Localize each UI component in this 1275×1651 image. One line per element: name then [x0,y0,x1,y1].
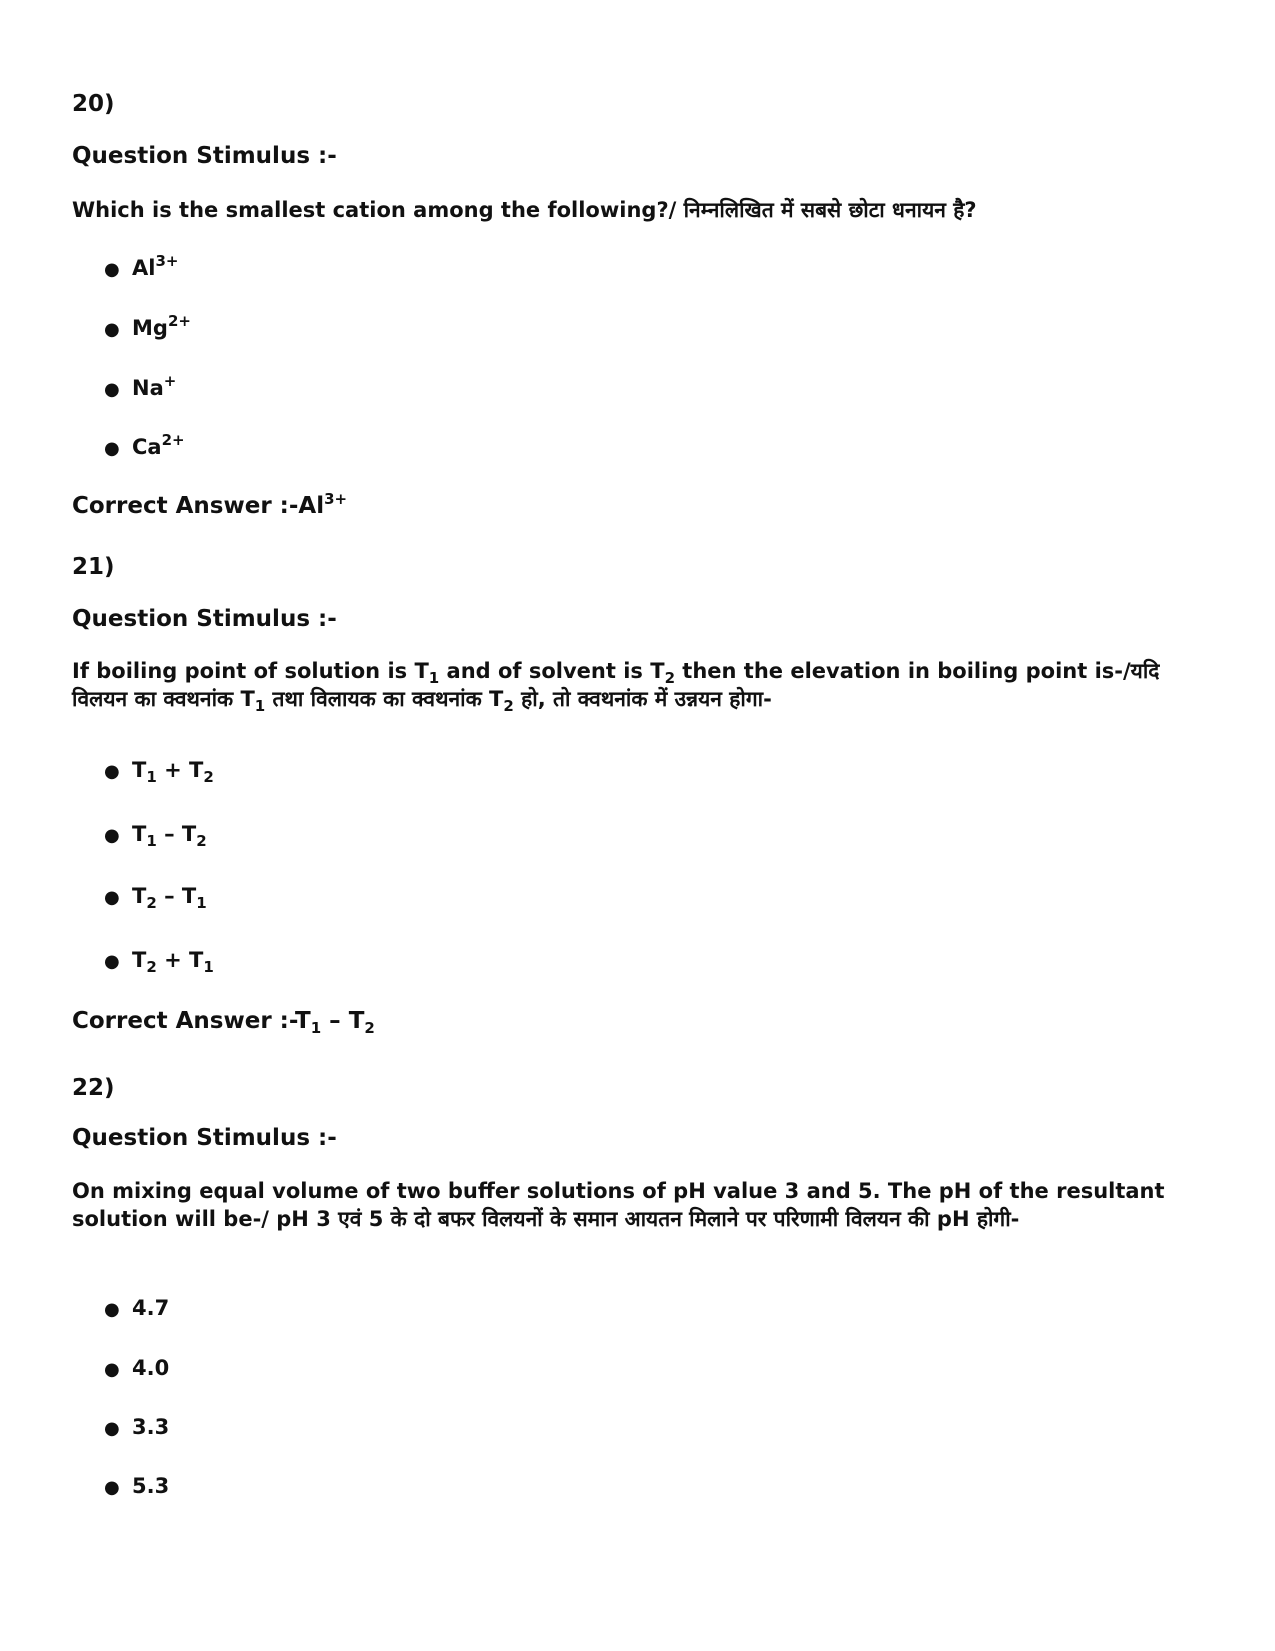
subscript: 2 [203,768,214,786]
bullet-icon: ● [104,438,120,459]
subscript: 2 [196,832,207,850]
answer-term: T [348,1008,365,1034]
text-segment: तथा विलायक का क्वथनांक T [265,687,504,711]
option-base: Na [132,376,164,400]
option-item [104,820,207,850]
question-stimulus-label: Question Stimulus :- [72,606,337,632]
bullet-icon: ● [104,259,120,280]
question-number: 21) [72,554,115,580]
correct-answer-charge: 3+ [324,490,348,508]
bullet-icon: ● [104,761,120,782]
option-item [104,1354,169,1384]
question-stimulus-label: Question Stimulus :- [72,1125,337,1151]
question-text [72,657,1212,713]
bullet-icon: ● [104,1418,120,1439]
question-text: Which is the smallest cation among the following?/ निम्नलिखित में सबसे छोटा धनायन है? [72,198,977,222]
option-base: Ca [132,435,162,459]
text-segment: हो, तो क्वथनांक में उन्नयन होगा- [513,687,772,711]
bullet-icon: ● [104,1477,120,1498]
subscript: 2 [503,697,514,715]
option-base: Al [132,256,156,280]
answer-operator: – [321,1008,349,1034]
option-term: T [181,822,197,846]
option-operator: + [156,948,189,972]
option-operator: + [156,758,189,782]
bullet-icon: ● [104,825,120,846]
bullet-icon: ● [104,319,120,340]
answer-term: T [295,1008,311,1034]
bullet-icon: ● [104,1359,120,1380]
option-operator: – [156,822,182,846]
option-term: T [132,758,147,782]
correct-answer-base: Al [298,493,325,519]
subscript: 1 [428,669,440,687]
option-term: T [188,758,204,782]
option-term: T [132,822,147,846]
subscript: 2 [664,669,675,687]
option-operator: – [156,884,182,908]
option-item [104,433,185,463]
option-item [104,1294,169,1324]
bullet-icon: ● [104,951,120,972]
option-item [104,756,214,786]
subscript: 1 [146,768,157,786]
correct-answer [72,1007,1212,1035]
option-item [104,882,207,912]
text-segment: and of solvent is T [439,659,665,683]
option-value: 4.0 [132,1356,170,1380]
subscript: 1 [146,832,157,850]
option-item [104,314,191,344]
option-value: 5.3 [132,1474,170,1498]
option-charge: 2+ [167,312,191,330]
correct-answer-label: Correct Answer :- [72,1008,296,1034]
subscript: 2 [146,894,157,912]
option-item [104,254,178,284]
subscript: 1 [254,697,266,715]
option-base: Mg [132,316,168,340]
option-item [104,1413,169,1443]
correct-answer [72,492,1212,520]
subscript: 1 [203,958,214,976]
option-charge: + [163,372,177,390]
option-item [104,1472,169,1502]
question-number: 20) [72,91,115,117]
subscript: 2 [146,958,157,976]
option-term: T [181,884,197,908]
subscript: 1 [310,1019,322,1037]
option-item [104,374,176,404]
option-term: T [132,884,147,908]
text-segment: then the elevation in boiling point is-/यदि विलयन का क्वथनांक T [72,659,1160,711]
question-number: 22) [72,1075,115,1101]
correct-answer-label: Correct Answer :- [72,493,299,519]
text-segment: If boiling point of solution is T [72,659,429,683]
option-term: T [188,948,204,972]
bullet-icon: ● [104,887,120,908]
option-charge: 2+ [161,431,185,449]
bullet-icon: ● [104,379,120,400]
option-value: 4.7 [132,1296,170,1320]
question-text: On mixing equal volume of two buffer solutions of pH value 3 and 5. The pH of the resultant solution will be-/ pH 3 एवं 5 के दो बफर विलयनों के समान आयतन मिलाने पर परिणामी विलयन की pH होगी- [72,1179,1165,1231]
option-charge: 3+ [155,252,179,270]
subscript: 1 [196,894,207,912]
bullet-icon: ● [104,1299,120,1320]
option-value: 3.3 [132,1415,170,1439]
option-term: T [132,948,147,972]
question-stimulus-label: Question Stimulus :- [72,143,337,169]
subscript: 2 [364,1019,375,1037]
option-item [104,946,214,976]
